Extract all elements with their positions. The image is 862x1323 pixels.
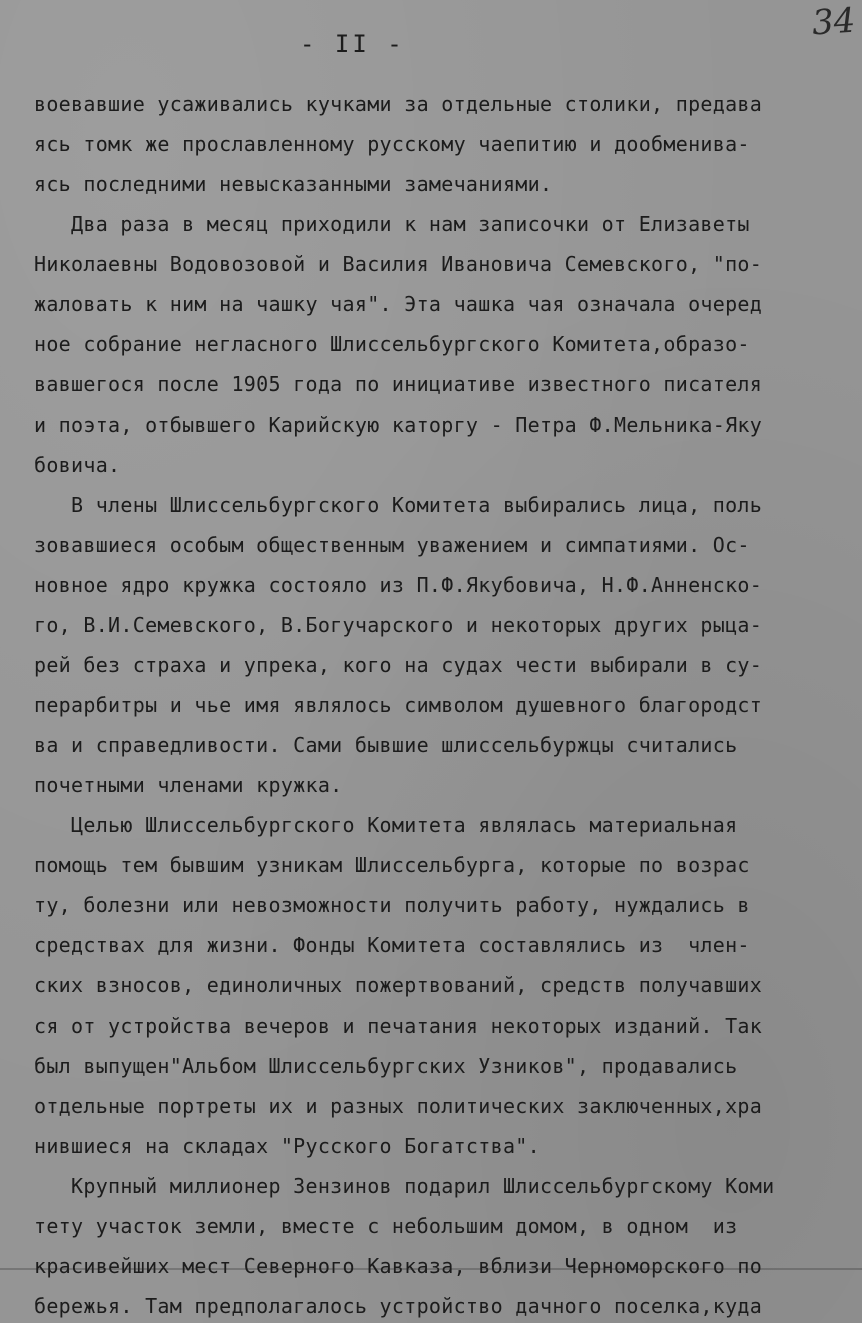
text-line: Крупный миллионер Зензинов подарил Шлиссельбургскому Коми: [34, 1174, 775, 1198]
archive-page-number: 34: [810, 0, 857, 44]
text-line: был выпущен"Альбом Шлиссельбургских Узников", продавались: [34, 1054, 738, 1078]
text-line: ских взносов, единоличных пожертвований, средств получавших: [34, 973, 763, 997]
text-line: зовавшиеся особым общественным уважением и симпатиями. Ос-: [34, 533, 750, 557]
text-line: помощь тем бывшим узникам Шлиссельбурга, которые по возрас: [34, 853, 750, 877]
text-line: бовича.: [34, 453, 121, 477]
text-line: перарбитры и чье имя являлось символом душевного благородст: [34, 693, 763, 717]
text-line: ту, болезни или невозможности получить работу, нуждались в: [34, 893, 750, 917]
page-number: - II -: [300, 30, 405, 58]
text-line: красивейших мест Северного Кавказа, вблизи Черноморского по: [34, 1254, 763, 1278]
text-line: ся от устройства вечеров и печатания некоторых изданий. Так: [34, 1014, 763, 1038]
text-line: В члены Шлиссельбургского Комитета выбирались лица, поль: [34, 493, 763, 517]
text-line: новное ядро кружка состояло из П.Ф.Якубовича, Н.Ф.Анненско-: [34, 573, 763, 597]
text-line: бережья. Там предполагалось устройство дачного поселка,куда: [34, 1294, 763, 1318]
text-line: тету участок земли, вместе с небольшим домом, в одном из: [34, 1214, 738, 1238]
text-line: вавшегося после 1905 года по инициативе известного писателя: [34, 372, 763, 396]
text-line: ясь томк же прославленному русскому чаепитию и дообменива-: [34, 132, 750, 156]
text-line: отдельные портреты их и разных политических заключенных,хра: [34, 1094, 763, 1118]
text-line: почетными членами кружка.: [34, 773, 343, 797]
text-line: воевавшие усаживались кучками за отдельные столики, предава: [34, 92, 763, 116]
text-line: и поэта, отбывшего Карийскую каторгу - Петра Ф.Мельника-Яку: [34, 413, 763, 437]
text-line: рей без страха и упрека, кого на судах чести выбирали в су-: [34, 653, 763, 677]
text-line: го, В.И.Семевского, В.Богучарского и некоторых других рыца-: [34, 613, 763, 637]
text-line: жаловать к ним на чашку чая". Эта чашка чая означала очеред: [34, 292, 763, 316]
text-line: ясь последними невысказанными замечаниями.: [34, 172, 553, 196]
text-line: Николаевны Водовозовой и Василия Ивановича Семевского, "по-: [34, 252, 763, 276]
text-line: Два раза в месяц приходили к нам записочки от Елизаветы: [34, 212, 750, 236]
text-line: средствах для жизни. Фонды Комитета составлялись из член-: [34, 933, 750, 957]
text-line: Целью Шлиссельбургского Комитета являлась материальная: [34, 813, 738, 837]
text-line: нившиеся на складах "Русского Богатства".: [34, 1134, 540, 1158]
text-line: ное собрание негласного Шлиссельбургского Комитета,образо-: [34, 332, 750, 356]
text-line: ва и справедливости. Сами бывшие шлиссельбуржцы считались: [34, 733, 738, 757]
